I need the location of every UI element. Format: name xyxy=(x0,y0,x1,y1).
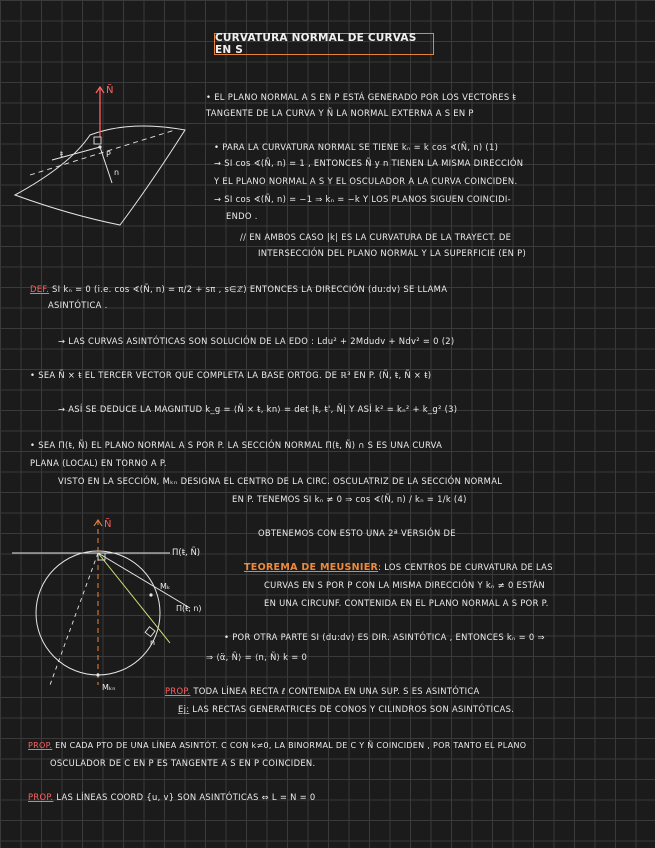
prop-label: PROP. xyxy=(165,686,191,696)
text-line: • POR OTRA PARTE SI (du:dv) ES DIR. ASINTÓTICA , ENTONCES kₙ = 0 ⇒ xyxy=(224,632,545,642)
def-label: DEF. xyxy=(30,284,50,294)
text-line: ENDO . xyxy=(226,211,258,221)
curve-dashed xyxy=(30,130,175,175)
text-line: CURVAS EN S POR P CON LA MISMA DIRECCIÓN Y kₙ ≠ 0 ESTÁN xyxy=(264,580,546,590)
text-line: OSCULADOR DE C EN P ES TANGENTE A S EN P COINCIDEN. xyxy=(50,758,316,768)
meusnier-figure xyxy=(10,515,235,700)
surface-outline xyxy=(15,126,185,225)
prop-text: EN CADA PTO DE UNA LÍNEA ASINTÓT. C CON k≠0, LA BINORMAL DE C Y Ñ COINCIDEN , POR TANTO EL PLANO xyxy=(52,741,527,750)
prop-line xyxy=(28,740,526,751)
right-angle-mark-2 xyxy=(145,627,155,637)
point-p xyxy=(98,145,101,148)
text-line: ⇒ ⟨α̈, Ñ⟩ = ⟨n, Ñ⟩ k = 0 xyxy=(206,652,308,662)
text-line: OBTENEMOS CON ESTO UNA 2ª VERSIÓN DE xyxy=(258,528,456,538)
text-line: VISTO EN LA SECCIÓN, Mₖₙ DESIGNA EL CENTRO DE LA CIRC. OSCULATRIZ DE LA SECCIÓN NORMAL xyxy=(58,476,503,486)
text-line: → SI cos ∢(Ñ, n) = −1 ⇒ kₙ = −k Y LOS PLANOS SIGUEN COINCIDI- xyxy=(214,194,511,204)
prop-line xyxy=(165,686,480,697)
example-line xyxy=(178,704,514,715)
plane-label: Π(ŧ, Ñ) xyxy=(172,548,201,558)
point-label: P xyxy=(106,150,111,159)
normal-label: Ñ xyxy=(104,519,112,530)
text-line: Y EL PLANO NORMAL A S Y EL OSCULADOR A LA CURVA COINCIDEN. xyxy=(214,176,518,186)
section-plane-line xyxy=(98,553,190,608)
def-text: SI kₙ = 0 (i.e. cos ∢(Ñ, n) = π/2 + sπ , s∈ℤ) ENTONCES LA DIRECCIÓN (du:dv) SE LLAMA xyxy=(49,284,448,294)
meusnier-text: : LOS CENTROS DE CURVATURA DE LAS xyxy=(378,562,553,572)
meusnier-line xyxy=(244,562,553,573)
page-title: CURVATURA NORMAL DE CURVAS EN S xyxy=(215,32,417,56)
center-mk xyxy=(149,593,152,596)
prop-label: PROP. xyxy=(28,792,54,802)
definition-line xyxy=(30,284,447,295)
text-line: ASINTÓTICA . xyxy=(48,300,108,310)
mk-label: Mₖ xyxy=(160,582,171,591)
center-mkn xyxy=(96,673,99,676)
surface-figure xyxy=(10,75,195,235)
text-line: • PARA LA CURVATURA NORMAL SE TIENE kₙ = k cos ∢(Ñ, n) (1) xyxy=(214,142,499,152)
normal-label: Ñ xyxy=(106,85,114,96)
prop-label: PROP. xyxy=(28,741,53,750)
diameter-line xyxy=(50,553,98,685)
page-title-box xyxy=(214,33,434,55)
right-angle-mark xyxy=(94,137,101,144)
example-label: Ej: xyxy=(178,704,190,714)
text-line: • SEA Ñ × ŧ EL TERCER VECTOR QUE COMPLETA LA BASE ORTOG. DE ℝ³ EN P. (Ñ, ŧ, Ñ × ŧ) xyxy=(30,370,432,380)
text-line: → ASÍ SE DEDUCE LA MAGNITUD k_g = ⟨Ñ × ŧ, kn⟩ = det |ŧ, ŧ', Ñ| Y ASÍ k² = kₙ² + k_g² (3) xyxy=(58,404,458,414)
text-line: INTERSECCIÓN DEL PLANO NORMAL Y LA SUPERFICIE (EN P) xyxy=(258,248,527,258)
normal-plane-line xyxy=(98,553,170,643)
n-label: n xyxy=(114,168,120,177)
text-line: • EL PLANO NORMAL A S EN P ESTÁ GENERADO POR LOS VECTORES ŧ xyxy=(206,92,517,102)
mkn-label: Mₖₙ xyxy=(102,683,116,692)
prop-text: TODA LÍNEA RECTA ℓ CONTENIDA EN UNA SUP. S ES ASINTÓTICA xyxy=(190,686,480,696)
text-line: TANGENTE DE LA CURVA Y Ñ LA NORMAL EXTERNA A S EN P xyxy=(206,108,474,118)
text-line: EN UNA CIRCUNF. CONTENIDA EN EL PLANO NORMAL A S POR P. xyxy=(264,598,549,608)
prop-text: LAS LÍNEAS COORD {u, v} SON ASINTÓTICAS ⇔ L = N = 0 xyxy=(53,792,316,802)
prop-line xyxy=(28,792,316,803)
text-line: // EN AMBOS CASO |k| ES LA CURVATURA DE LA TRAYECT. DE xyxy=(240,232,512,242)
n-label: n xyxy=(150,638,156,647)
tangent-label: ŧ xyxy=(60,150,64,159)
meusnier-title: TEOREMA DE MEUSNIER xyxy=(244,562,379,573)
pi-n-label: Π(ŧ, n) xyxy=(176,604,202,613)
text-line: → LAS CURVAS ASINTÓTICAS SON SOLUCIÓN DE LA EDO : Ldu² + 2Mdudv + Ndv² = 0 (2) xyxy=(58,336,455,346)
text-line: → SI cos ∢(Ñ, n) = 1 , ENTONCES Ñ y n TIENEN LA MISMA DIRECCIÓN xyxy=(214,158,524,168)
text-line: EN P. TENEMOS SI kₙ ≠ 0 ⇒ cos ∢(Ñ, n) / kₙ = 1/k (4) xyxy=(232,494,467,504)
text-line: PLANA (LOCAL) EN TORNO A P. xyxy=(30,458,167,468)
example-text: LAS RECTAS GENERATRICES DE CONOS Y CILINDROS SON ASINTÓTICAS. xyxy=(189,704,515,714)
text-line: • SEA Π(ŧ, Ñ) EL PLANO NORMAL A S POR P. LA SECCIÓN NORMAL Π(ŧ, Ñ) ∩ S ES UNA CURVA xyxy=(30,440,443,450)
